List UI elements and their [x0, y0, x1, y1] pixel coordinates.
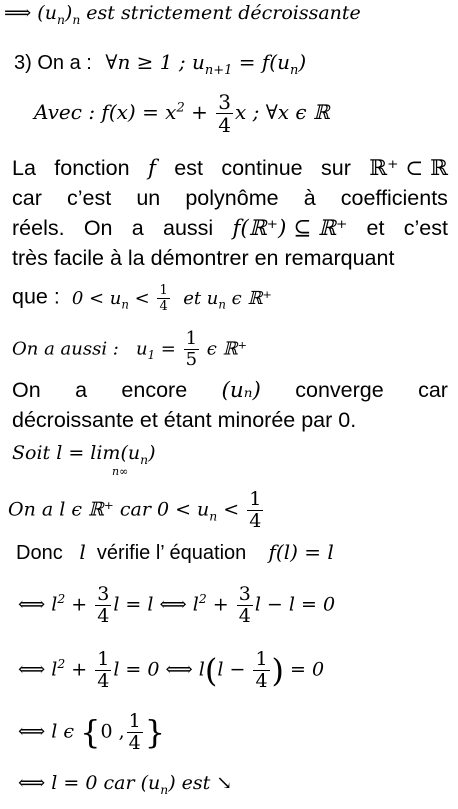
sub-p5b: n [218, 297, 226, 312]
text-p6-u: u [136, 338, 148, 360]
fraction-1-5 [184, 330, 199, 369]
frac-den: 4 [128, 732, 141, 754]
word: c’est [66, 186, 112, 210]
frac-num: 1 [97, 648, 110, 670]
text-e2l: l − [217, 658, 252, 681]
sub-l2b: n [289, 63, 299, 78]
word: fonction [54, 156, 130, 180]
frac-den: 5 [185, 349, 198, 370]
sub-p9: n [140, 452, 149, 467]
text-p5-lt: < [128, 287, 156, 309]
word: c’est [403, 216, 448, 240]
word: continue [221, 156, 303, 180]
right-brace: } [144, 713, 166, 752]
text-l3-x: x ; ∀x ϵ ℝ [234, 100, 330, 124]
line-l-positive [8, 490, 458, 531]
text-l: l [79, 540, 86, 564]
line-equation-intro [16, 540, 458, 565]
text-e3-0: 0 , [100, 720, 125, 743]
line-limit [12, 442, 458, 467]
text-e2a: ⟺ l [18, 658, 58, 681]
text-e1b: l = l ⟺ l [113, 593, 199, 616]
word: a [131, 216, 144, 240]
text-e1a: ⟺ l [18, 593, 58, 616]
right-paren: ) [271, 651, 285, 690]
question-number: 3) On a : [14, 52, 92, 74]
text-e2b: l = 0 ⟺ l [113, 658, 205, 681]
text-e1-plus: + [65, 593, 94, 616]
frac-den: 4 [238, 605, 251, 627]
text-e3a: ⟺ l ϵ [18, 720, 81, 743]
text-p5-et: et u [183, 287, 219, 309]
word: est [174, 156, 203, 180]
text-l3: Avec : f(x) = x [34, 100, 177, 124]
fraction-1-4e [127, 712, 143, 753]
text-equation: f(l) = l [268, 540, 334, 564]
fraction-1-4b [247, 490, 263, 531]
text-que: que : [12, 284, 60, 309]
text-p5-math: 0 < u [71, 287, 122, 309]
frac-den: 4 [97, 605, 110, 627]
text-e4: ⟺ l = 0 car (u [18, 772, 161, 794]
text-p10-lt: < [217, 498, 246, 521]
sub-p6: 1 [147, 348, 156, 363]
frac-num: 1 [159, 283, 168, 298]
sup-e2: 2 [57, 657, 66, 672]
word: encore [121, 378, 188, 402]
word: ℝ⁺ ⊂ ℝ [369, 156, 448, 181]
frac-num: 3 [218, 90, 231, 114]
text-p6-eq: = [155, 338, 182, 360]
line-definition-f [34, 92, 458, 135]
paragraph-line-3 [12, 216, 448, 241]
text-p9: Soit l = lim(u [12, 442, 141, 464]
word: (uₙ) [221, 378, 261, 403]
line-u1 [12, 330, 458, 369]
word: a [75, 378, 88, 402]
frac-num: 1 [185, 328, 198, 349]
text-p9-end: ) [148, 442, 156, 464]
sup-e1b: 2 [198, 592, 207, 607]
text-l1-rest: est strictement décroissante [80, 2, 361, 24]
text-l1: ⟹ (u [4, 2, 57, 24]
frac-den: 4 [159, 299, 168, 314]
word: réels. [12, 216, 65, 240]
text-p10: On a l ϵ ℝ⁺ car 0 < u [8, 498, 210, 521]
text-donc: Donc [16, 542, 63, 564]
text-l3-plus: + [184, 100, 215, 124]
word: car [418, 378, 448, 402]
word: La [12, 156, 36, 180]
word: f(ℝ⁺) ⊆ ℝ⁺ [232, 216, 348, 241]
frac-num: 3 [238, 583, 251, 605]
text-l2-math: ∀n ≥ 1 ; u [105, 50, 205, 74]
line-strictly-decreasing: ⟹ $(u_n)_n$ est strictement décroissante [4, 2, 361, 27]
sub-p10: n [209, 509, 218, 524]
paragraph-line-4: très facile à la démontrer en remarquant [12, 246, 395, 270]
word: un [136, 186, 161, 210]
sub-p5: n [121, 297, 129, 312]
text-e1c: l − l = 0 [254, 593, 336, 616]
paragraph-line-8: décroissante et étant minorée par 0. [12, 408, 357, 432]
sup-e1: 2 [57, 592, 66, 607]
sup-l3: 2 [176, 100, 185, 116]
sub-l1b: n [72, 12, 81, 27]
text-verifie: vérifie l’ équation [96, 542, 247, 564]
paragraph-line-2 [12, 186, 448, 211]
frac-num: 1 [128, 710, 141, 732]
frac-num: 3 [97, 583, 110, 605]
frac-num: 1 [255, 648, 268, 670]
text-p6-in: ϵ ℝ⁺ [201, 338, 248, 360]
text-e2-plus: + [65, 658, 94, 681]
left-paren: ( [204, 651, 218, 690]
sub-l1: n [56, 12, 65, 27]
text-e2-end: = 0 [284, 658, 325, 681]
text-p5-in: ϵ ℝ⁺ [225, 287, 272, 309]
word: On [83, 216, 113, 240]
limit-subscript: n∞ [112, 465, 129, 478]
text-e4-end: ) est ↘ [168, 772, 233, 794]
frac-den: 4 [218, 113, 231, 137]
paragraph-line-1 [12, 156, 448, 181]
fraction-1-4 [157, 284, 169, 313]
paragraph-line-5 [12, 284, 458, 313]
sub-l2: n+1 [204, 63, 233, 78]
text-p6-on: On a aussi : [12, 338, 119, 360]
fraction-3-4b [237, 585, 253, 626]
word: et [366, 216, 385, 240]
equiv-line-1 [18, 585, 458, 626]
line-question-3 [14, 50, 458, 78]
text-l2-end: ) [298, 50, 307, 74]
word: coefficients [340, 186, 448, 210]
fraction-1-4c [95, 650, 111, 691]
word: car [12, 186, 42, 210]
frac-den: 4 [255, 670, 268, 692]
sub-e4: n [160, 782, 169, 797]
fraction-3-4a [95, 585, 111, 626]
text-l2-eq: = f(u [232, 50, 290, 74]
fraction-1-4d [253, 650, 269, 691]
equiv-line-3 [18, 712, 458, 753]
equiv-line-2 [18, 650, 458, 691]
left-brace: { [80, 713, 101, 752]
fraction-3-4 [216, 92, 233, 135]
word: polynôme [185, 186, 279, 210]
frac-den: 4 [249, 510, 262, 532]
word: sur [320, 156, 351, 180]
word: aussi [162, 216, 214, 240]
word: f [147, 156, 156, 181]
text-e1-plus2: + [206, 593, 235, 616]
frac-den: 4 [97, 670, 110, 692]
paragraph-line-7 [12, 378, 448, 403]
word: On [12, 378, 41, 402]
word: à [303, 186, 316, 210]
frac-num: 1 [249, 488, 262, 510]
word: converge [295, 378, 384, 402]
equiv-line-4 [18, 772, 458, 797]
